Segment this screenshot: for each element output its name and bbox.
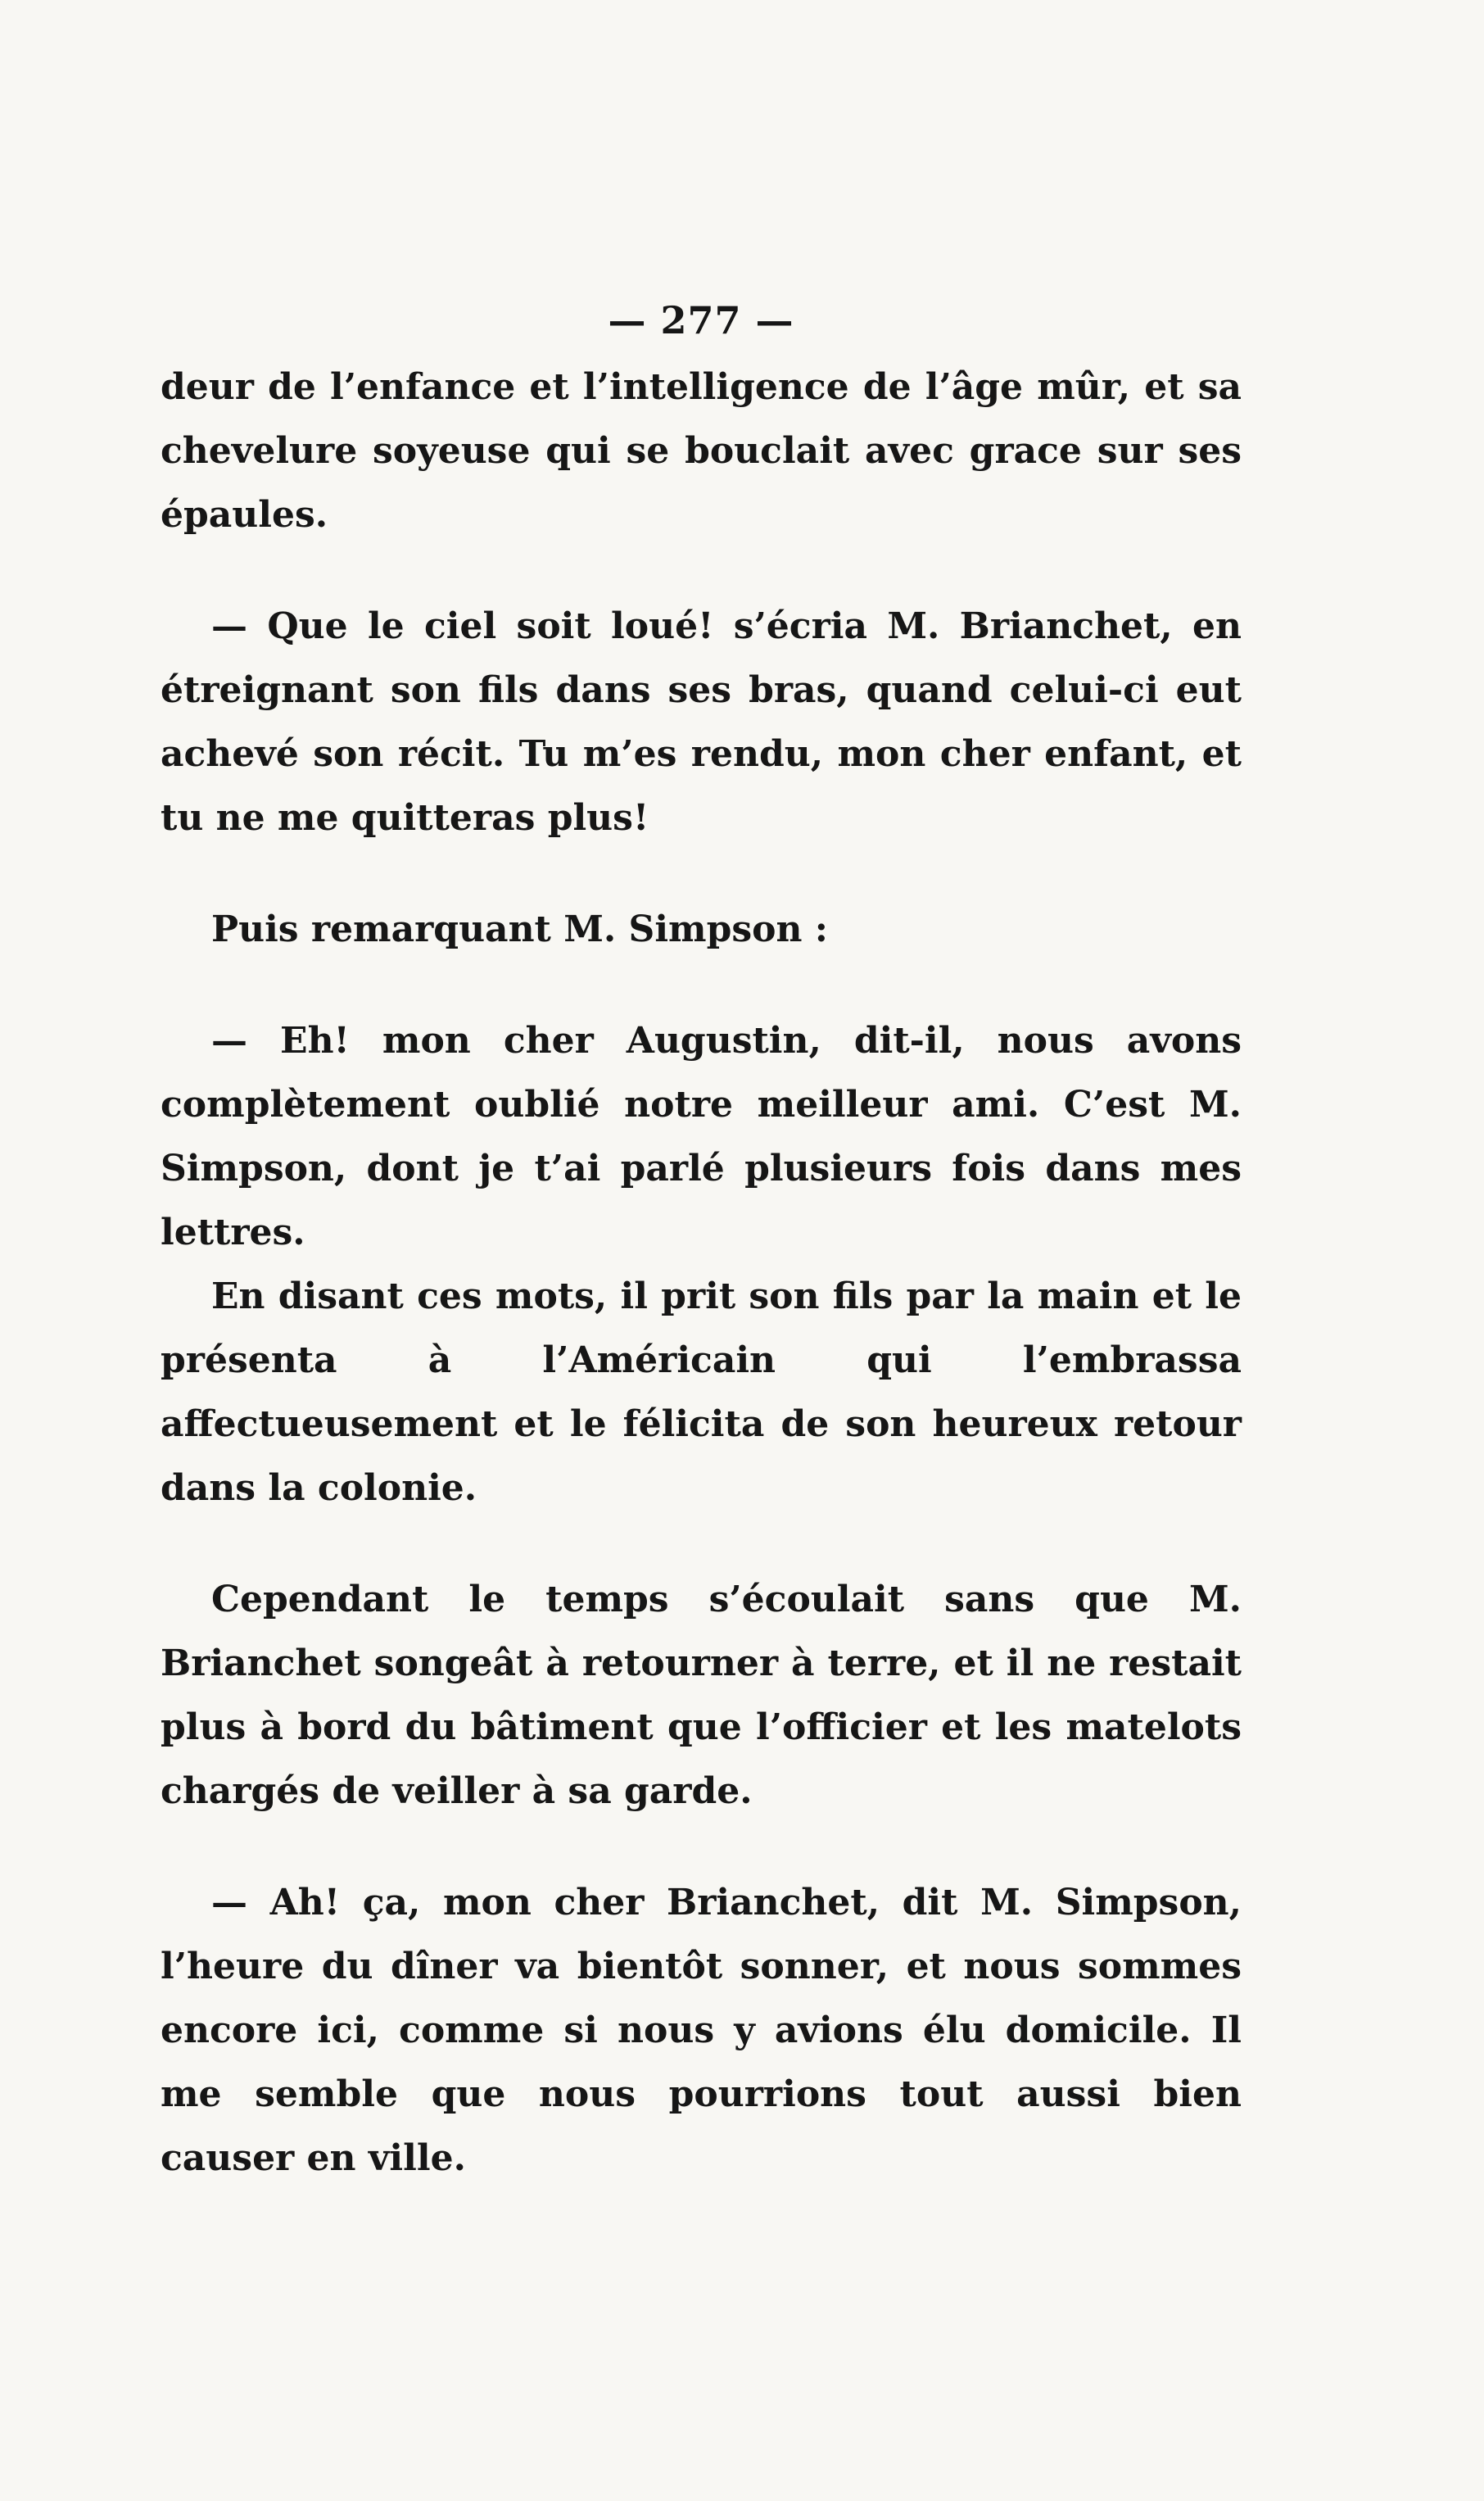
paragraph: — Que le ciel soit loué! s’écria M. Brianchet, en étreignant son fils dans ses bras, quand celui-ci eut achevé son récit. Tu m’es rendu, mon cher enfant, et tu ne me quitteras plus! [161,605,1242,839]
paragraph: — Ah! ça, mon cher Brianchet, dit M. Simpson, l’heure du dîner va bientôt sonner, et nous sommes encore ici, comme si nous y avions élu domicile. Il me semble que nous pourrions tout aussi bien causer en ville. [161,1882,1242,2179]
paragraph: deur de l’enfance et l’intelligence de l’âge mûr, et sa chevelure soyeuse qui se bouclait avec grace sur ses épaules. [161,366,1242,536]
paragraph: — Eh! mon cher Augustin, dit-il, nous avons complètement oublié notre meilleur ami. C’est M. Simpson, dont je t’ai parlé plusieurs fois dans mes lettres. [161,1020,1242,1253]
page-text [161,288,1242,2191]
paragraph: Cependant le temps s’écoulait sans que M. Brianchet songeât à retourner à terre, et il ne restait plus à bord du bâtiment que l’officier et les matelots chargés de veiller à sa garde. [161,1579,1242,1812]
paragraph: Puis remarquant M. Simpson : [211,908,829,950]
paragraph: En disant ces mots, il prit son fils par la main et le présenta à l’Américain qui l’embrassa affectueusement et le félicita de son heureux retour dans la colonie. [161,1275,1242,1509]
page-number: — 277 — [608,298,794,342]
